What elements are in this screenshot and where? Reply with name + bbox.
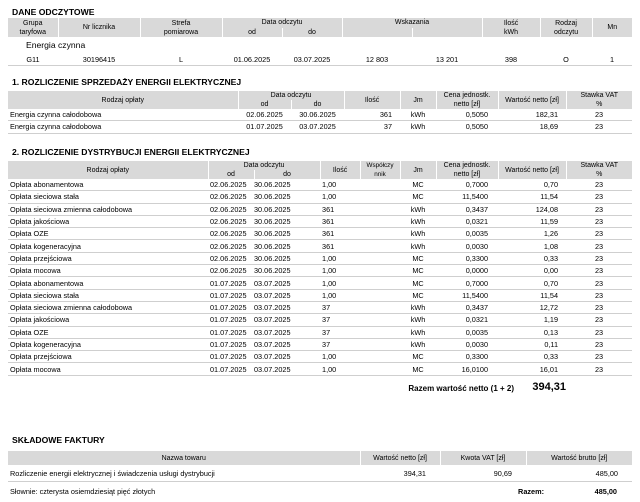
sales-table — [8, 91, 632, 134]
cell-fee: Opłata sieciowa stała — [8, 289, 208, 301]
header-from: od — [222, 28, 282, 38]
cell-unit: MC — [400, 277, 436, 289]
readings-table — [8, 18, 632, 37]
cell-from: 02.06.2025 — [208, 191, 254, 203]
header-zone: Strefa pomiarowa — [140, 18, 222, 37]
cell-from: 02.06.2025 — [208, 179, 254, 191]
cell-vat: 23 — [566, 363, 632, 375]
cell-from: 02.06.2025 — [208, 240, 254, 252]
cell-qty: 361 — [344, 109, 400, 121]
cell-price: 0,5050 — [436, 109, 498, 121]
cell-net: 11,59 — [498, 215, 566, 227]
cell-vat: 23 — [566, 252, 632, 264]
cell-from: 01.07.2025 — [238, 121, 291, 133]
table-row — [8, 351, 632, 363]
cell-fee: Opłata kogeneracyjna — [8, 240, 208, 252]
cell-fee: Opłata przejściowa — [8, 252, 208, 264]
cell-empty — [360, 252, 400, 264]
cell-zone: L — [140, 54, 222, 66]
header-group: Grupa taryfowa — [8, 18, 58, 37]
cell-unit: kWh — [400, 215, 436, 227]
header-factor: Współczy nnik — [360, 161, 400, 179]
distribution-rows — [8, 179, 632, 375]
cell-unit: MC — [400, 265, 436, 277]
header-net: Wartość netto [zł] — [498, 161, 566, 179]
table-row — [8, 252, 632, 264]
cell-vat: 23 — [566, 326, 632, 338]
header-from: od — [238, 100, 291, 109]
cell-from: 01.07.2025 — [208, 314, 254, 326]
cell-unit: MC — [400, 289, 436, 301]
cell-price: 0,7000 — [436, 179, 498, 191]
readings-subtitle: Energia czynna — [26, 40, 86, 50]
cell-to: 03.07.2025 — [254, 363, 320, 375]
cell-fee: Opłata sieciowa stała — [8, 191, 208, 203]
cell-from: 01.07.2025 — [208, 363, 254, 375]
header-to: do — [282, 28, 342, 38]
readings-data — [8, 54, 632, 66]
cell-price: 0,0035 — [436, 228, 498, 240]
cell-qty: 37 — [320, 301, 360, 313]
cell-qty: 361 — [320, 215, 360, 227]
cell-from: 02.06.2025 — [208, 265, 254, 277]
cell-type: O — [540, 54, 592, 66]
cell-to: 03.07.2025 — [254, 301, 320, 313]
cell-vat: 23 — [566, 228, 632, 240]
cell-qty: 361 — [320, 203, 360, 215]
cell-price: 0,3437 — [436, 203, 498, 215]
components-footer — [8, 487, 632, 499]
header-vat: Stawka VAT % — [566, 91, 632, 109]
header-unit: Jm — [400, 161, 436, 179]
header-price: Cena jednostk. netto [zł] — [436, 161, 498, 179]
cell-to: 03.07.2025 — [291, 121, 344, 133]
cell-price: 0,3300 — [436, 252, 498, 264]
header-mn: Mn — [592, 18, 632, 37]
cell-unit: kWh — [400, 203, 436, 215]
cell-to: 30.06.2025 — [254, 265, 320, 277]
cell-net: 16,01 — [498, 363, 566, 375]
cell-to: 03.07.2025 — [254, 326, 320, 338]
readings-title: DANE ODCZYTOWE — [12, 7, 95, 17]
cell-net: 0,13 — [498, 326, 566, 338]
cell-net: 0,33 — [498, 351, 566, 363]
cell-to: 30.06.2025 — [291, 109, 344, 121]
cell-fee: Opłata abonamentowa — [8, 179, 208, 191]
cell-vat: 23 — [566, 109, 632, 121]
cell-gross: 485,00 — [526, 465, 632, 482]
header-meter: Nr licznika — [58, 18, 140, 37]
cell-net: 0,70 — [498, 277, 566, 289]
cell-unit: MC — [400, 363, 436, 375]
cell-fee: Opłata jakościowa — [8, 215, 208, 227]
cell-price: 0,0321 — [436, 314, 498, 326]
cell-r-from: 12 803 — [342, 54, 412, 66]
cell-net: 124,08 — [498, 203, 566, 215]
sum-label: Razem: — [518, 487, 544, 496]
header-r-to — [412, 28, 482, 38]
header-r-from — [342, 28, 412, 38]
cell-fee: Opłata mocowa — [8, 363, 208, 375]
cell-empty — [360, 289, 400, 301]
cell-qty: 1,00 — [320, 179, 360, 191]
cell-price: 11,5400 — [436, 191, 498, 203]
cell-from: 02.06.2025 — [238, 109, 291, 121]
cell-fee: Energia czynna całodobowa — [8, 109, 238, 121]
header-date: Data odczytu — [208, 161, 320, 170]
cell-from: 01.07.2025 — [208, 338, 254, 350]
cell-fee: Opłata mocowa — [8, 265, 208, 277]
cell-vat: 90,69 — [440, 465, 526, 482]
cell-fee: Opłata OZE — [8, 228, 208, 240]
header-date: Data odczytu — [238, 91, 344, 100]
header-net: Wartość netto [zł] — [498, 91, 566, 109]
cell-price: 0,0030 — [436, 338, 498, 350]
cell-to: 30.06.2025 — [254, 228, 320, 240]
cell-unit: kWh — [400, 109, 436, 121]
cell-qty: 1,00 — [320, 277, 360, 289]
cell-r-to: 13 201 — [412, 54, 482, 66]
header-gross: Wartość brutto [zł] — [526, 451, 632, 465]
header-unit: Jm — [400, 91, 436, 109]
components-title: SKŁADOWE FAKTURY — [12, 435, 105, 445]
sales-title: 1. ROZLICZENIE SPRZEDAŻY ENERGII ELEKTRYCZNEJ — [12, 77, 242, 87]
cell-empty — [360, 240, 400, 252]
cell-fee: Opłata kogeneracyjna — [8, 338, 208, 350]
total-value: 394,31 — [532, 380, 566, 393]
cell-unit: MC — [400, 191, 436, 203]
cell-vat: 23 — [566, 277, 632, 289]
cell-vat: 23 — [566, 265, 632, 277]
cell-net: 1,08 — [498, 240, 566, 252]
amount-in-words: Słownie: czterysta osiemdziesiąt pięć złotych — [10, 487, 156, 496]
cell-to: 30.06.2025 — [254, 215, 320, 227]
cell-name: Rozliczenie energii elektrycznej i świadczenia usługi dystrybucji — [8, 465, 360, 482]
cell-fee: Energia czynna całodobowa — [8, 121, 238, 133]
sales-section — [8, 91, 632, 134]
cell-vat: 23 — [566, 289, 632, 301]
table-row — [8, 326, 632, 338]
table-row — [8, 363, 632, 375]
distribution-section — [8, 161, 632, 396]
cell-unit: kWh — [400, 338, 436, 350]
cell-fee: Opłata OZE — [8, 326, 208, 338]
header-fee: Rodzaj opłaty — [8, 91, 238, 109]
cell-unit: kWh — [400, 326, 436, 338]
readings-section — [8, 18, 632, 66]
table-row — [8, 203, 632, 215]
table-row — [8, 109, 632, 121]
cell-empty — [360, 265, 400, 277]
cell-vat: 23 — [566, 215, 632, 227]
cell-unit: kWh — [400, 314, 436, 326]
cell-qty: 1,00 — [320, 191, 360, 203]
cell-to: 30.06.2025 — [254, 252, 320, 264]
table-row — [8, 191, 632, 203]
cell-net: 18,69 — [498, 121, 566, 133]
cell-price: 0,0000 — [436, 265, 498, 277]
cell-empty — [360, 277, 400, 289]
cell-from: 01.06.2025 — [222, 54, 282, 66]
cell-empty — [360, 228, 400, 240]
cell-qty: 361 — [320, 240, 360, 252]
cell-to: 30.06.2025 — [254, 179, 320, 191]
total-label: Razem wartość netto (1 + 2) — [408, 383, 514, 393]
cell-meter: 30196415 — [58, 54, 140, 66]
header-qty: Ilość kWh — [482, 18, 540, 37]
cell-vat: 23 — [566, 314, 632, 326]
cell-empty — [360, 301, 400, 313]
cell-fee: Opłata sieciowa zmienna całodobowa — [8, 203, 208, 215]
header-to: do — [291, 100, 344, 109]
table-row — [8, 240, 632, 252]
header-price: Cena jednostk. netto [zł] — [436, 91, 498, 109]
cell-from: 01.07.2025 — [208, 351, 254, 363]
cell-to: 03.07.2025 — [254, 351, 320, 363]
cell-net: 11,54 — [498, 289, 566, 301]
distribution-table — [8, 161, 632, 376]
cell-empty — [360, 326, 400, 338]
cell-vat: 23 — [566, 191, 632, 203]
cell-vat: 23 — [566, 121, 632, 133]
cell-qty: 1,00 — [320, 351, 360, 363]
reading-row — [8, 54, 632, 66]
header-date: Data odczytu — [222, 18, 342, 28]
cell-vat: 23 — [566, 301, 632, 313]
cell-price: 0,7000 — [436, 277, 498, 289]
cell-vat: 23 — [566, 179, 632, 191]
cell-qty: 1,00 — [320, 363, 360, 375]
cell-unit: kWh — [400, 240, 436, 252]
header-fee: Rodzaj opłaty — [8, 161, 208, 179]
header-vat: Kwota VAT [zł] — [440, 451, 526, 465]
cell-empty — [360, 338, 400, 350]
cell-to: 03.07.2025 — [254, 289, 320, 301]
table-row — [8, 314, 632, 326]
cell-empty — [360, 203, 400, 215]
table-row — [8, 228, 632, 240]
cell-net: 394,31 — [360, 465, 440, 482]
header-qty: Ilość — [344, 91, 400, 109]
table-row — [8, 179, 632, 191]
cell-from: 02.06.2025 — [208, 215, 254, 227]
cell-to: 30.06.2025 — [254, 240, 320, 252]
table-row — [8, 301, 632, 313]
cell-to: 30.06.2025 — [254, 191, 320, 203]
distribution-total — [8, 380, 632, 396]
cell-to: 30.06.2025 — [254, 203, 320, 215]
cell-qty: 1,00 — [320, 289, 360, 301]
header-vat: Stawka VAT % — [566, 161, 632, 179]
table-row — [8, 215, 632, 227]
cell-net: 0,11 — [498, 338, 566, 350]
cell-unit: kWh — [400, 301, 436, 313]
cell-price: 0,5050 — [436, 121, 498, 133]
cell-net: 182,31 — [498, 109, 566, 121]
cell-price: 11,5400 — [436, 289, 498, 301]
table-row — [8, 265, 632, 277]
table-row — [8, 121, 632, 133]
cell-qty: 37 — [320, 338, 360, 350]
header-type: Rodzaj odczytu — [540, 18, 592, 37]
cell-to: 03.07.2025 — [254, 277, 320, 289]
header-qty: Ilość — [320, 161, 360, 179]
cell-empty — [360, 363, 400, 375]
cell-group: G11 — [8, 54, 58, 66]
header-to: do — [254, 170, 320, 179]
sales-rows — [8, 109, 632, 133]
cell-price: 0,0030 — [436, 240, 498, 252]
table-row — [8, 289, 632, 301]
distribution-title: 2. ROZLICZENIE DYSTRYBUCJI ENERGII ELEKTRYCZNEJ — [12, 147, 250, 157]
cell-qty: 398 — [482, 54, 540, 66]
cell-qty: 37 — [320, 314, 360, 326]
cell-from: 02.06.2025 — [208, 228, 254, 240]
cell-price: 0,3437 — [436, 301, 498, 313]
sum-value: 485,00 — [594, 487, 617, 496]
table-row — [8, 277, 632, 289]
cell-unit: MC — [400, 252, 436, 264]
cell-net: 0,33 — [498, 252, 566, 264]
cell-unit: MC — [400, 351, 436, 363]
cell-vat: 23 — [566, 351, 632, 363]
cell-net: 0,00 — [498, 265, 566, 277]
cell-from: 01.07.2025 — [208, 301, 254, 313]
cell-from: 01.07.2025 — [208, 277, 254, 289]
cell-empty — [360, 314, 400, 326]
cell-qty: 37 — [344, 121, 400, 133]
components-table — [8, 451, 632, 482]
cell-vat: 23 — [566, 240, 632, 252]
cell-unit: kWh — [400, 121, 436, 133]
cell-from: 01.07.2025 — [208, 289, 254, 301]
cell-from: 02.06.2025 — [208, 203, 254, 215]
cell-empty — [360, 179, 400, 191]
cell-to: 03.07.2025 — [254, 314, 320, 326]
header-net: Wartość netto [zł] — [360, 451, 440, 465]
cell-price: 0,0035 — [436, 326, 498, 338]
cell-net: 1,19 — [498, 314, 566, 326]
cell-unit: kWh — [400, 228, 436, 240]
cell-net: 11,54 — [498, 191, 566, 203]
cell-net: 1,26 — [498, 228, 566, 240]
cell-empty — [360, 191, 400, 203]
cell-price: 0,0321 — [436, 215, 498, 227]
header-name: Nazwa towaru — [8, 451, 360, 465]
cell-to: 03.07.2025 — [282, 54, 342, 66]
header-from: od — [208, 170, 254, 179]
cell-fee: Opłata abonamentowa — [8, 277, 208, 289]
table-row — [8, 338, 632, 350]
cell-empty — [360, 215, 400, 227]
cell-fee: Opłata sieciowa zmienna całodobowa — [8, 301, 208, 313]
header-readings: Wskazania — [342, 18, 482, 28]
components-section — [8, 451, 632, 499]
cell-qty: 1,00 — [320, 265, 360, 277]
cell-mn: 1 — [592, 54, 632, 66]
cell-qty: 361 — [320, 228, 360, 240]
cell-fee: Opłata przejściowa — [8, 351, 208, 363]
cell-from: 02.06.2025 — [208, 252, 254, 264]
cell-qty: 37 — [320, 326, 360, 338]
cell-from: 01.07.2025 — [208, 326, 254, 338]
cell-empty — [360, 351, 400, 363]
component-row — [8, 465, 632, 482]
cell-net: 0,70 — [498, 179, 566, 191]
cell-vat: 23 — [566, 203, 632, 215]
cell-price: 16,0100 — [436, 363, 498, 375]
cell-net: 12,72 — [498, 301, 566, 313]
cell-qty: 1,00 — [320, 252, 360, 264]
cell-unit: MC — [400, 179, 436, 191]
cell-vat: 23 — [566, 338, 632, 350]
cell-to: 03.07.2025 — [254, 338, 320, 350]
cell-fee: Opłata jakościowa — [8, 314, 208, 326]
cell-price: 0,3300 — [436, 351, 498, 363]
